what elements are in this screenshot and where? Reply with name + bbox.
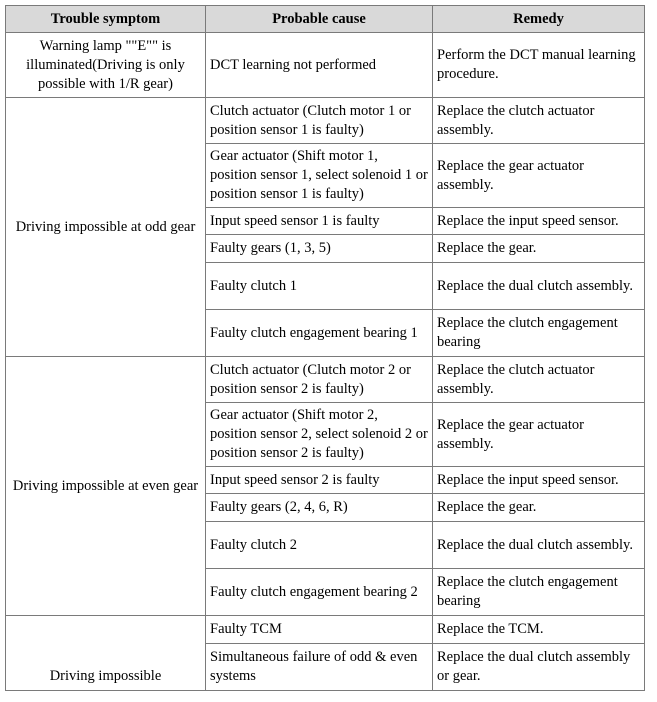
remedy-cell: Replace the clutch actuator assembly. xyxy=(433,357,645,403)
remedy-cell: Replace the gear actuator assembly. xyxy=(433,144,645,208)
remedy-cell: Replace the dual clutch assembly. xyxy=(433,522,645,569)
remedy-cell: Replace the gear. xyxy=(433,494,645,522)
probable-cause-cell: Faulty clutch engagement bearing 1 xyxy=(206,310,433,357)
probable-cause-cell: Faulty TCM xyxy=(206,616,433,644)
remedy-cell: Replace the clutch actuator assembly. xyxy=(433,98,645,144)
probable-cause-cell: Faulty clutch engagement bearing 2 xyxy=(206,569,433,616)
header-trouble-symptom: Trouble symptom xyxy=(6,6,206,33)
probable-cause-cell: Gear actuator (Shift motor 2, position sensor 2, select solenoid 2 or position sensor 2 is faulty) xyxy=(206,403,433,467)
table-row xyxy=(6,616,645,644)
remedy-cell: Replace the dual clutch assembly or gear. xyxy=(433,644,645,691)
remedy-cell: Replace the dual clutch assembly. xyxy=(433,263,645,310)
remedy-cell: Replace the clutch engagement bearing xyxy=(433,310,645,357)
probable-cause-cell: Gear actuator (Shift motor 1, position sensor 1, select solenoid 1 or position sensor 1 is faulty) xyxy=(206,144,433,208)
probable-cause-cell: Faulty clutch 1 xyxy=(206,263,433,310)
header-remedy: Remedy xyxy=(433,6,645,33)
probable-cause-cell: Clutch actuator (Clutch motor 2 or position sensor 2 is faulty) xyxy=(206,357,433,403)
probable-cause-cell: Simultaneous failure of odd & even systems xyxy=(206,644,433,691)
probable-cause-cell: Faulty gears (1, 3, 5) xyxy=(206,235,433,263)
document-page xyxy=(5,5,645,691)
probable-cause-cell: Input speed sensor 2 is faulty xyxy=(206,467,433,494)
trouble-symptom-cell: Driving impossible xyxy=(6,616,206,691)
probable-cause-cell: Input speed sensor 1 is faulty xyxy=(206,208,433,235)
probable-cause-cell: Faulty clutch 2 xyxy=(206,522,433,569)
trouble-symptom-cell: Driving impossible at odd gear xyxy=(6,98,206,357)
table-row xyxy=(6,98,645,144)
probable-cause-cell: Clutch actuator (Clutch motor 1 or position sensor 1 is faulty) xyxy=(206,98,433,144)
remedy-cell: Perform the DCT manual learning procedure. xyxy=(433,33,645,98)
header-probable-cause: Probable cause xyxy=(206,6,433,33)
remedy-cell: Replace the TCM. xyxy=(433,616,645,644)
remedy-cell: Replace the input speed sensor. xyxy=(433,467,645,494)
trouble-symptom-cell: Warning lamp ""E"" is illuminated(Driving is only possible with 1/R gear) xyxy=(6,33,206,98)
trouble-symptom-cell: Driving impossible at even gear xyxy=(6,357,206,616)
trouble-table xyxy=(5,5,645,691)
table-row xyxy=(6,357,645,403)
remedy-cell: Replace the input speed sensor. xyxy=(433,208,645,235)
header-row xyxy=(6,6,645,33)
remedy-cell: Replace the clutch engagement bearing xyxy=(433,569,645,616)
probable-cause-cell: DCT learning not performed xyxy=(206,33,433,98)
table-row xyxy=(6,33,645,98)
probable-cause-cell: Faulty gears (2, 4, 6, R) xyxy=(206,494,433,522)
remedy-cell: Replace the gear. xyxy=(433,235,645,263)
remedy-cell: Replace the gear actuator assembly. xyxy=(433,403,645,467)
